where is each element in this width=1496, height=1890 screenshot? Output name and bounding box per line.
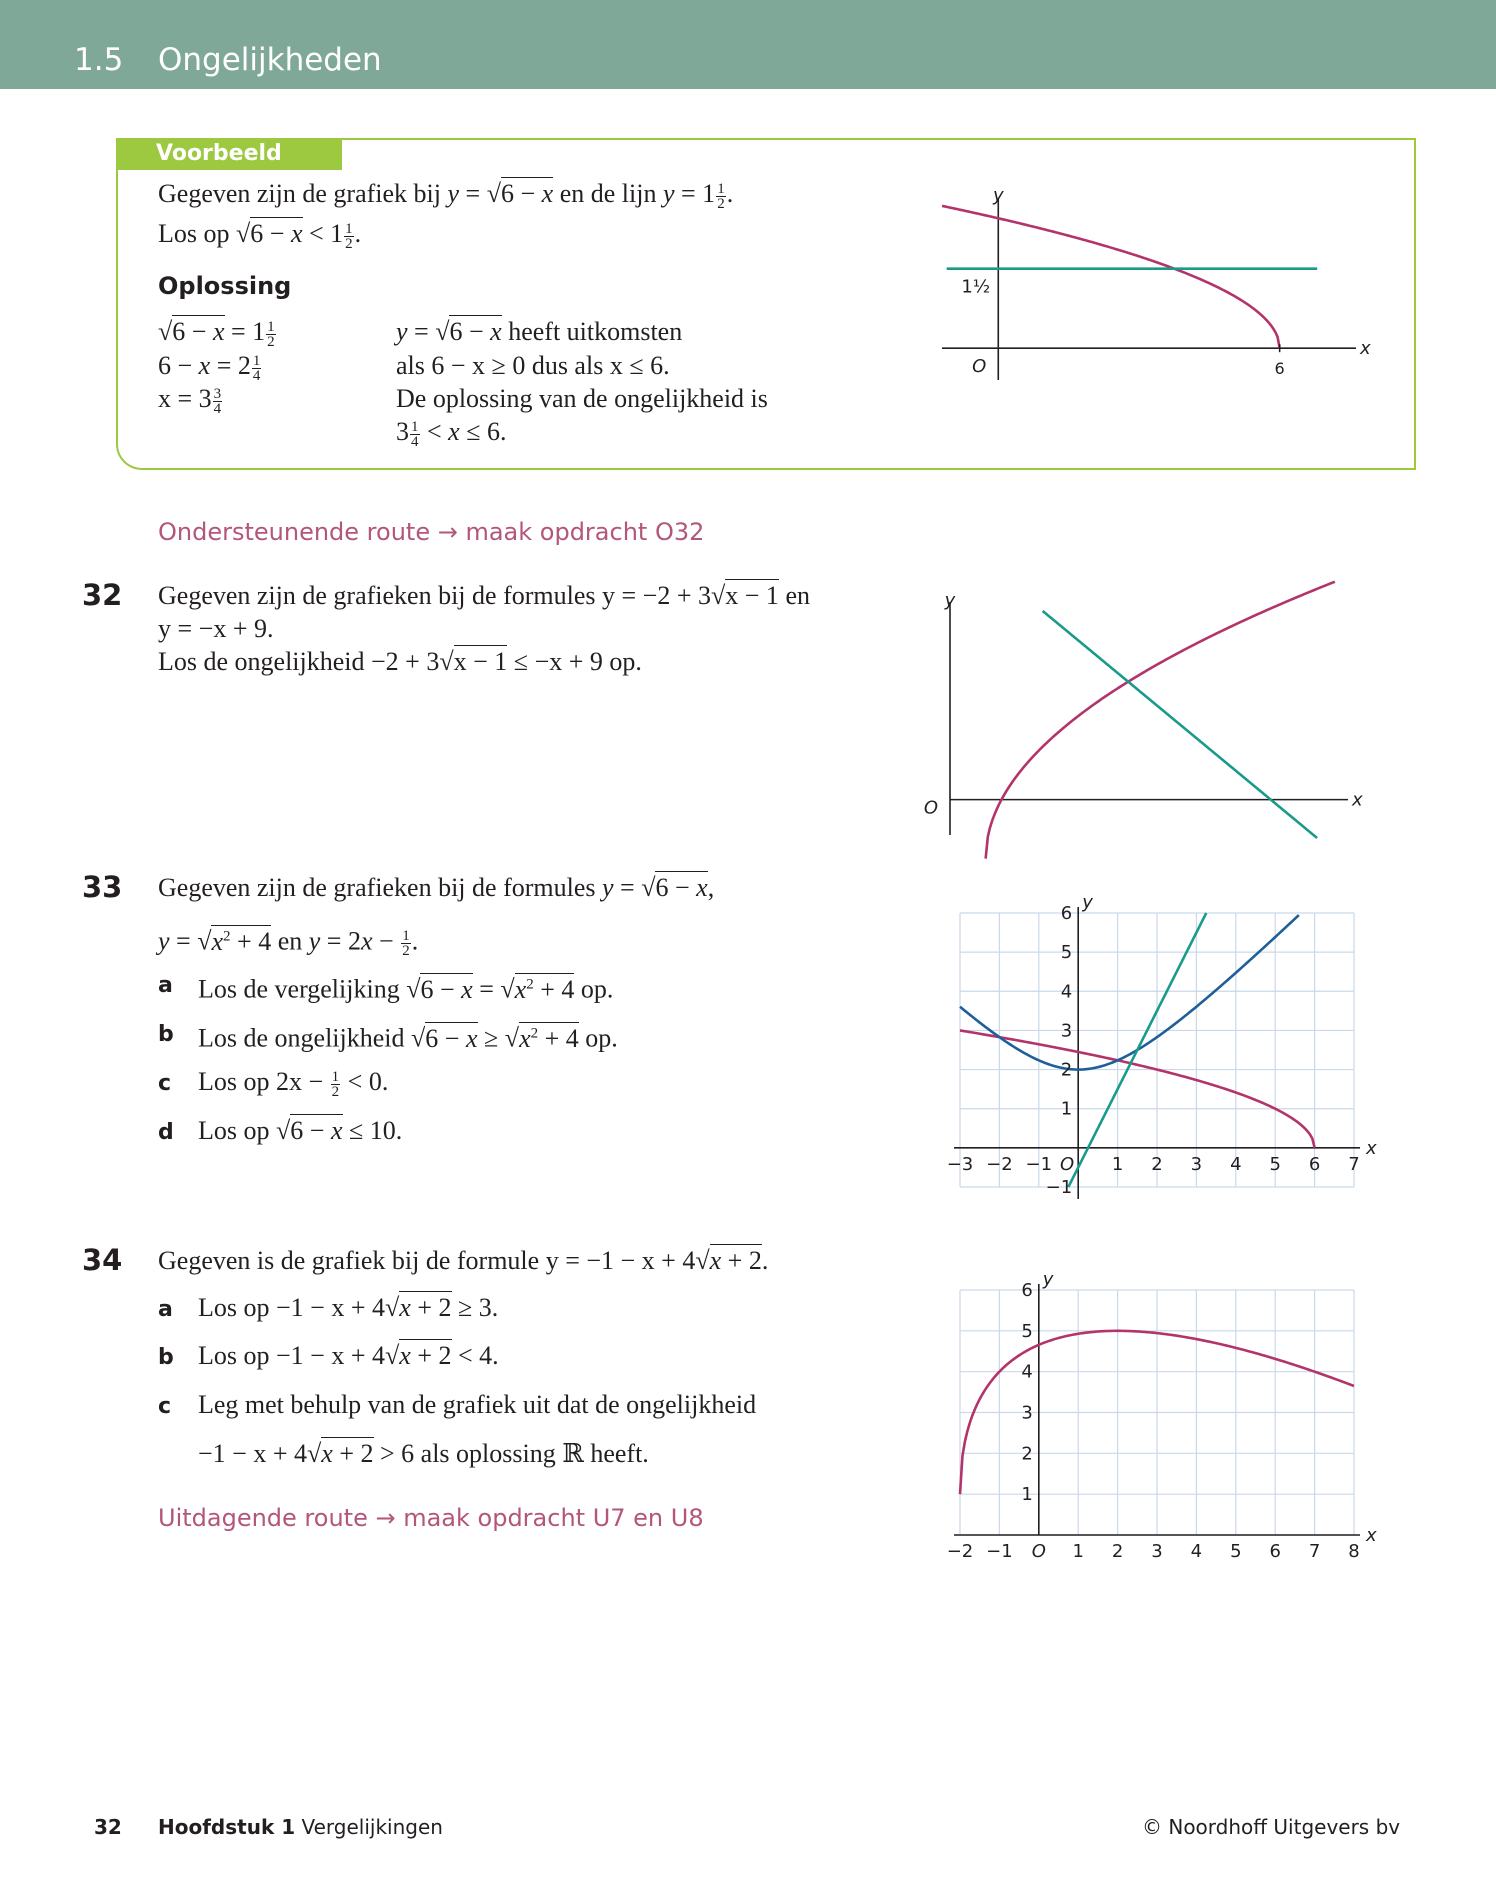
example-question: Los op √6 − x < 1 $\frac{1}{2}$ .	[158, 219, 362, 252]
exercise-34-number: 34	[82, 1243, 123, 1277]
y-axis-label: y	[1082, 892, 1093, 913]
solution-heading: Oplossing	[158, 272, 292, 300]
x-tick-label: 8	[1348, 1541, 1360, 1562]
exercise-33-intro-2: $y = √x^2 + 4$ en y = 2x − $\frac{1}{2}$ .	[158, 926, 419, 960]
y-tick-label: 2	[1060, 1059, 1073, 1081]
x-tick-label: 5	[1269, 1153, 1281, 1175]
chapter-reference	[158, 1815, 443, 1839]
x-axis-label: x	[1352, 789, 1363, 811]
x-tick-label: 3	[1151, 1541, 1163, 1562]
y-tick-label: 3	[1021, 1402, 1033, 1424]
y-axis-label: y	[1042, 1269, 1054, 1290]
x-axis-label: x	[1366, 1137, 1377, 1159]
exercise-33b-text: Los de ongelijkheid $√6 - x \ge √x^2 + 4$ op.	[198, 1023, 618, 1053]
y-tick-label: 5	[1060, 942, 1073, 964]
origin-label: O	[972, 356, 987, 378]
exercise-32-line-2: y = −x + 9.	[158, 614, 274, 643]
origin-label: O	[923, 797, 938, 819]
series-curve	[1043, 611, 1317, 838]
solution-step-2: 6 − x = 2 $\frac{1}{4}$	[158, 351, 261, 384]
exercise-33a-text: Los de vergelijking $√6 - x = √x^2 + 4$ op.	[198, 974, 614, 1004]
x-tick-label: −2	[946, 1541, 974, 1562]
page-number: 32	[94, 1815, 122, 1839]
series-curve	[942, 206, 1280, 348]
x-tick-label: −1	[1025, 1153, 1053, 1175]
x-tick-label: 6	[1269, 1541, 1281, 1562]
x-tick-label: 1	[1111, 1153, 1124, 1175]
y-tick-label: −1	[1045, 1177, 1073, 1198]
exercise-33c-label: c	[158, 1071, 172, 1096]
exercise-34b-label: b	[158, 1345, 174, 1370]
copyright: © Noordhoff Uitgevers bv	[1142, 1815, 1401, 1839]
x-tick-label: 1	[1072, 1541, 1084, 1562]
solution-answer: 3 $\frac{1}{4}$ < x ≤ 6.	[396, 417, 507, 450]
y-tick-label: 4	[1060, 981, 1073, 1003]
exercise-33a-label: a	[158, 973, 173, 998]
exercise-33-graph	[930, 880, 1377, 1200]
chapter-title: Vergelijkingen	[301, 1815, 443, 1839]
x-tick-label: 6	[1308, 1153, 1321, 1175]
challenging-route-link[interactable]: Uitdagende route → maak opdracht U7 en U8	[158, 1504, 704, 1532]
x-tick-label: 6	[1274, 359, 1285, 379]
x-tick-label: 4	[1190, 1541, 1203, 1562]
x-tick-label: −1	[986, 1541, 1013, 1562]
exercise-34b-text: Los op −1 − x + 4√x + 2 < 4.	[198, 1341, 499, 1370]
exercise-32-graph	[920, 590, 1363, 850]
x-axis-label: x	[1366, 1525, 1377, 1546]
origin-label: O	[1031, 1541, 1046, 1562]
y-tick-label: 5	[1021, 1320, 1033, 1342]
section-header	[0, 0, 1496, 89]
x-tick-label: 7	[1308, 1541, 1321, 1562]
series-curve	[986, 582, 1335, 859]
x-tick-label: −2	[986, 1153, 1013, 1175]
y-tick-label: 6	[1060, 903, 1073, 924]
solution-note-1: y = √6 − x heeft uitkomsten	[396, 317, 683, 346]
exercise-33-number: 33	[82, 870, 123, 904]
exercise-34c-line-2: −1 − x + 4√x + 2 > 6 als oplossing ℝ heeft.	[198, 1439, 649, 1468]
y-tick-label: 1	[1060, 1098, 1073, 1120]
section-title: Ongelijkheden	[158, 42, 382, 78]
series-curve	[1068, 913, 1206, 1187]
y-tick-label: 4	[1021, 1361, 1033, 1383]
x-tick-label: 7	[1348, 1153, 1360, 1175]
exercise-33-intro: Gegeven zijn de grafieken bij de formules y = √6 − x,	[158, 873, 715, 902]
example-solve-a: Los op	[158, 219, 230, 248]
x-tick-label: 3	[1190, 1153, 1203, 1175]
y-axis-label: y	[944, 590, 956, 611]
solution-step-3: x = 3 $\frac{3}{4}$	[158, 384, 222, 417]
exercise-33d-label: d	[158, 1120, 174, 1145]
y-tick-label: 1	[1021, 1484, 1033, 1506]
example-intro-b: en de lijn	[559, 179, 657, 208]
x-tick-label: 2	[1151, 1153, 1163, 1175]
y-tick-label: 2	[1021, 1443, 1033, 1465]
y-tick-label: 3	[1060, 1020, 1073, 1042]
exercise-34c-label: c	[158, 1394, 172, 1419]
exercise-32-line-3: Los de ongelijkheid −2 + 3√x − 1 ≤ −x + 9 op.	[158, 647, 642, 676]
example-intro: Gegeven zijn de grafiek bij y = √6 − x en de lijn y = 1 $\frac{1}{2}$ .	[158, 179, 734, 212]
x-tick-label: 2	[1111, 1541, 1124, 1562]
exercise-34-intro: Gegeven is de grafiek bij de formule y = −1 − x + 4√x + 2.	[158, 1246, 769, 1275]
exercise-34a-text: Los op −1 − x + 4√x + 2 ≥ 3.	[198, 1293, 499, 1322]
exercise-33c-text: Los op 2x − $\frac{1}{2}$ < 0.	[198, 1067, 389, 1100]
y-axis-label: y	[992, 185, 1004, 206]
solution-note-3: De oplossing van de ongelijkheid is	[396, 384, 768, 413]
series-curve	[960, 915, 1299, 1069]
exercise-34-graph	[930, 1255, 1377, 1562]
example-graph	[930, 185, 1370, 425]
x-tick-label: 5	[1230, 1541, 1242, 1562]
exercise-33d-text: Los op √6 − x ≤ 10.	[198, 1116, 403, 1145]
solution-note-2: als 6 − x ≥ 0 dus als x ≤ 6.	[396, 351, 670, 380]
example-intro-a: Gegeven zijn de grafiek bij	[158, 179, 441, 208]
x-tick-label: 4	[1230, 1153, 1242, 1175]
exercise-34c-line-1: Leg met behulp van de grafiek uit dat de ongelijkheid	[198, 1390, 757, 1419]
exercise-34a-label: a	[158, 1297, 173, 1322]
example-tab: Voorbeeld	[116, 138, 342, 170]
supporting-route-link[interactable]: Ondersteunende route → maak opdracht O32	[158, 518, 705, 546]
exercise-32-number: 32	[82, 578, 123, 612]
exercise-33b-label: b	[158, 1022, 174, 1047]
chapter-label: Hoofdstuk 1	[158, 1815, 296, 1839]
y-level-label: 1½	[961, 276, 991, 298]
origin-label: O	[1060, 1153, 1075, 1175]
y-tick-label: 6	[1021, 1280, 1033, 1301]
x-axis-label: x	[1360, 338, 1371, 360]
solution-step-1: √6 − x = 1 $\frac{1}{2}$	[158, 317, 275, 350]
exercise-32-line-1: Gegeven zijn de grafieken bij de formules y = −2 + 3√x − 1 en	[158, 581, 810, 610]
x-tick-label: −3	[946, 1153, 974, 1175]
section-number: 1.5	[74, 42, 124, 78]
